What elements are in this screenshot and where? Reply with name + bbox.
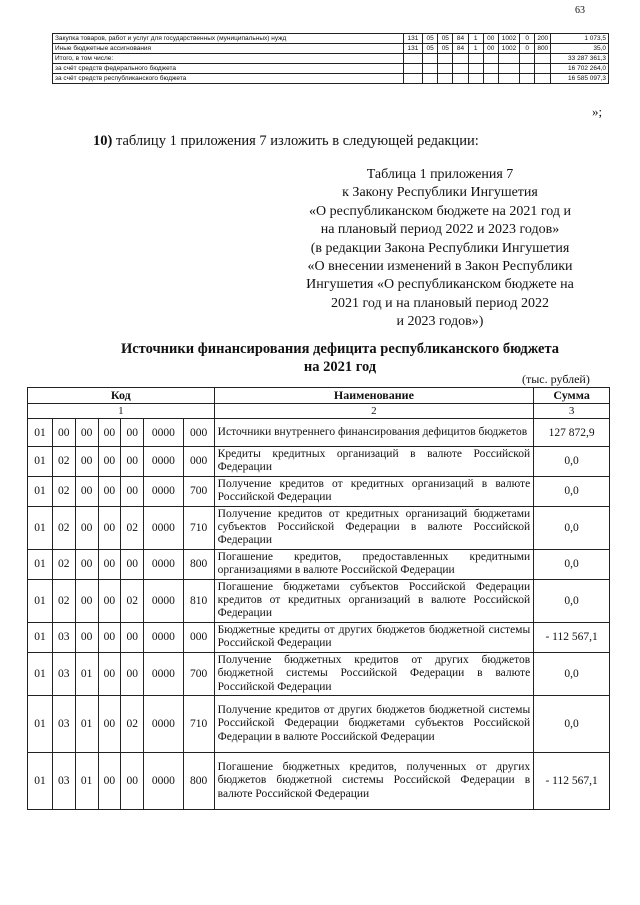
code-cell: 03 [52, 622, 75, 652]
top-row-value: 1 073,5 [551, 34, 609, 44]
top-row-code [438, 64, 453, 74]
code-cell: 01 [28, 695, 53, 752]
table-row [28, 695, 610, 752]
top-row-code: 00 [483, 44, 498, 54]
name-cell: Погашение бюджетных кредитов, полученных от других бюджетов бюджетной системы Российской Федерации в валюте Российской Федерации [214, 752, 534, 809]
code-cell: 0000 [144, 549, 183, 579]
sum-cell: 0,0 [534, 447, 610, 477]
financing-sources-table [27, 387, 610, 810]
top-row-value: 33 287 361,3 [551, 54, 609, 64]
document-title [60, 340, 620, 376]
name-cell: Бюджетные кредиты от других бюджетов бюджетной системы Российской Федерации [214, 622, 534, 652]
code-cell: 00 [98, 506, 121, 549]
code-cell: 00 [75, 476, 98, 506]
caption-line: «О внесении изменений в Закон Республики [307, 259, 573, 275]
code-cell: 03 [52, 652, 75, 695]
top-row-code [423, 64, 438, 74]
top-table-row [53, 74, 609, 84]
code-cell: 00 [75, 447, 98, 477]
code-cell: 00 [98, 652, 121, 695]
code-cell: 0000 [144, 695, 183, 752]
top-row-code [468, 54, 483, 64]
code-cell: 00 [98, 476, 121, 506]
sum-cell: 0,0 [534, 695, 610, 752]
table-row [28, 622, 610, 652]
code-cell: 710 [183, 695, 214, 752]
top-row-code [520, 54, 535, 64]
top-row-code: 800 [535, 44, 551, 54]
code-cell: 00 [75, 549, 98, 579]
top-row-code [535, 54, 551, 64]
code-cell: 0000 [144, 652, 183, 695]
header-code: Код [28, 388, 215, 404]
table-row [28, 506, 610, 549]
code-cell: 000 [183, 622, 214, 652]
code-cell: 0000 [144, 447, 183, 477]
code-cell: 00 [98, 549, 121, 579]
top-row-code [483, 54, 498, 64]
code-cell: 01 [28, 622, 53, 652]
code-cell: 01 [75, 752, 98, 809]
sum-cell: - 112 567,1 [534, 622, 610, 652]
code-cell: 800 [183, 549, 214, 579]
top-row-code [438, 54, 453, 64]
code-cell: 000 [183, 419, 214, 447]
code-cell: 01 [28, 419, 53, 447]
code-cell: 01 [28, 447, 53, 477]
code-cell: 02 [52, 447, 75, 477]
code-cell: 00 [121, 752, 144, 809]
title-line-1: Источники финансирования дефицита республиканского бюджета [120, 341, 560, 357]
top-row-code: 200 [535, 34, 551, 44]
top-row-name: Иные бюджетные ассигнования [53, 44, 404, 54]
top-row-code [403, 64, 422, 74]
column-index-2: 2 [214, 404, 534, 419]
code-cell: 00 [121, 652, 144, 695]
top-row-code [468, 64, 483, 74]
name-cell: Получение кредитов от кредитных организаций бюджетами субъектов Российской Федерации в валюте Российской Федерации [214, 506, 534, 549]
top-row-code [498, 64, 519, 74]
header-sum: Сумма [534, 388, 610, 404]
caption-line: 2021 год и на плановый период 2022 [331, 295, 549, 311]
sum-cell: 0,0 [534, 579, 610, 622]
code-cell: 710 [183, 506, 214, 549]
top-row-code [535, 64, 551, 74]
code-cell: 01 [28, 549, 53, 579]
top-table-row [53, 44, 609, 54]
code-cell: 810 [183, 579, 214, 622]
instruction-number: 10) [93, 133, 113, 149]
units-label: (тыс. рублей) [522, 372, 590, 386]
code-cell: 00 [98, 622, 121, 652]
top-row-name: за счёт средств республиканского бюджета [53, 74, 404, 84]
closing-quote: »; [592, 104, 603, 119]
code-cell: 01 [75, 652, 98, 695]
top-row-code: 1 [468, 44, 483, 54]
top-row-code: 131 [403, 34, 422, 44]
code-cell: 0000 [144, 476, 183, 506]
top-row-code: 1002 [498, 44, 519, 54]
table-row [28, 419, 610, 447]
name-cell: Кредиты кредитных организаций в валюте Российской Федерации [214, 447, 534, 477]
top-row-code: 131 [403, 44, 422, 54]
caption-line: Таблица 1 приложения 7 [366, 167, 514, 182]
code-cell: 01 [28, 652, 53, 695]
table-row [28, 579, 610, 622]
top-row-code: 0 [520, 44, 535, 54]
top-row-code [403, 54, 422, 64]
sum-cell: 0,0 [534, 476, 610, 506]
top-table-row [53, 54, 609, 64]
caption-line: и 2023 годов») [396, 314, 484, 330]
table-row [28, 476, 610, 506]
code-cell: 00 [75, 506, 98, 549]
top-row-code [423, 74, 438, 84]
top-row-value: 16 702 264,0 [551, 64, 609, 74]
code-cell: 800 [183, 752, 214, 809]
top-row-code [520, 64, 535, 74]
code-cell: 03 [52, 695, 75, 752]
code-cell: 00 [75, 419, 98, 447]
sum-cell: 127 872,9 [534, 419, 610, 447]
column-index-1: 1 [28, 404, 215, 419]
top-row-value: 35,0 [551, 44, 609, 54]
code-cell: 02 [121, 506, 144, 549]
top-row-code [403, 74, 422, 84]
code-cell: 01 [28, 752, 53, 809]
code-cell: 00 [98, 579, 121, 622]
top-row-code: 84 [453, 34, 468, 44]
name-cell: Погашение бюджетами субъектов Российской Федерации кредитов от кредитных организаций в валюте Российской Федерации [214, 579, 534, 622]
top-row-code [535, 74, 551, 84]
table-row [28, 752, 610, 809]
table-row [28, 549, 610, 579]
name-cell: Погашение кредитов, предоставленных кредитными организациями в валюте Российской Федерации [214, 549, 534, 579]
instruction-text: таблицу 1 приложения 7 изложить в следующей редакции: [112, 133, 479, 149]
caption-line: на плановый период 2022 и 2023 годов» [320, 222, 560, 238]
top-table-row [53, 64, 609, 74]
top-row-code [468, 74, 483, 84]
top-row-code [453, 64, 468, 74]
code-cell: 0000 [144, 579, 183, 622]
top-row-code [453, 54, 468, 64]
top-row-code [520, 74, 535, 84]
code-cell: 0000 [144, 506, 183, 549]
code-cell: 700 [183, 652, 214, 695]
top-row-code: 05 [423, 44, 438, 54]
code-cell: 000 [183, 447, 214, 477]
caption-line: Ингушетия «О республиканском бюджете на [306, 277, 574, 293]
top-row-code [438, 74, 453, 84]
top-table-row [53, 34, 609, 44]
top-row-code [498, 54, 519, 64]
caption-line: к Закону Республики Ингушетия [342, 185, 538, 201]
top-row-code: 1002 [498, 34, 519, 44]
sum-cell: 0,0 [534, 652, 610, 695]
table-caption [290, 166, 590, 332]
top-row-code: 00 [483, 34, 498, 44]
top-row-code [453, 74, 468, 84]
table-row [28, 652, 610, 695]
header-name: Наименование [214, 388, 534, 404]
code-cell: 700 [183, 476, 214, 506]
code-cell: 0000 [144, 622, 183, 652]
code-cell: 00 [98, 752, 121, 809]
top-row-code: 05 [438, 44, 453, 54]
page-number: 63 [575, 5, 585, 16]
column-index-3: 3 [534, 404, 610, 419]
code-cell: 00 [121, 419, 144, 447]
code-cell: 02 [121, 695, 144, 752]
sum-cell: 0,0 [534, 506, 610, 549]
code-cell: 02 [121, 579, 144, 622]
sum-cell: - 112 567,1 [534, 752, 610, 809]
top-row-code: 1 [468, 34, 483, 44]
name-cell: Получение бюджетных кредитов от других бюджетов бюджетной системы Российской Федерации в валюте Российской Федерации [214, 652, 534, 695]
code-cell: 00 [98, 419, 121, 447]
code-cell: 00 [75, 579, 98, 622]
top-row-code: 0 [520, 34, 535, 44]
caption-line: «О республиканском бюджете на 2021 год и [309, 203, 571, 219]
top-row-name: за счёт средств федерального бюджета [53, 64, 404, 74]
code-cell: 00 [75, 622, 98, 652]
caption-line: (в редакции Закона Республики Ингушетия [310, 240, 570, 256]
top-row-code [483, 64, 498, 74]
code-cell: 00 [121, 476, 144, 506]
code-cell: 01 [28, 476, 53, 506]
code-cell: 0000 [144, 752, 183, 809]
name-cell: Получение кредитов от других бюджетов бюджетной системы Российской Федерации бюджетами субъектов Российской Федерации в валюте Российской Федерации [214, 695, 534, 752]
title-line-2: на 2021 год [303, 359, 377, 375]
code-cell: 0000 [144, 419, 183, 447]
name-cell: Источники внутреннего финансирования дефицитов бюджетов [214, 419, 534, 447]
previous-table-fragment [52, 33, 609, 84]
code-cell: 00 [98, 695, 121, 752]
code-cell: 00 [52, 419, 75, 447]
code-cell: 01 [28, 506, 53, 549]
code-cell: 02 [52, 549, 75, 579]
code-cell: 02 [52, 579, 75, 622]
code-cell: 03 [52, 752, 75, 809]
top-row-name: Закупка товаров, работ и услуг для государственных (муниципальных) нужд [53, 34, 404, 44]
amendment-instruction [93, 133, 479, 150]
code-cell: 00 [98, 447, 121, 477]
code-cell: 00 [121, 447, 144, 477]
code-cell: 00 [121, 622, 144, 652]
sum-cell: 0,0 [534, 549, 610, 579]
top-row-value: 16 585 097,3 [551, 74, 609, 84]
code-cell: 00 [121, 549, 144, 579]
top-row-code: 05 [438, 34, 453, 44]
code-cell: 01 [75, 695, 98, 752]
top-row-code: 84 [453, 44, 468, 54]
name-cell: Получение кредитов от кредитных организаций в валюте Российской Федерации [214, 476, 534, 506]
top-row-code [483, 74, 498, 84]
top-row-name: Итого, в том числе: [53, 54, 404, 64]
top-row-code [423, 54, 438, 64]
code-cell: 02 [52, 476, 75, 506]
top-row-code [498, 74, 519, 84]
code-cell: 02 [52, 506, 75, 549]
top-row-code: 05 [423, 34, 438, 44]
code-cell: 01 [28, 579, 53, 622]
table-row [28, 447, 610, 477]
